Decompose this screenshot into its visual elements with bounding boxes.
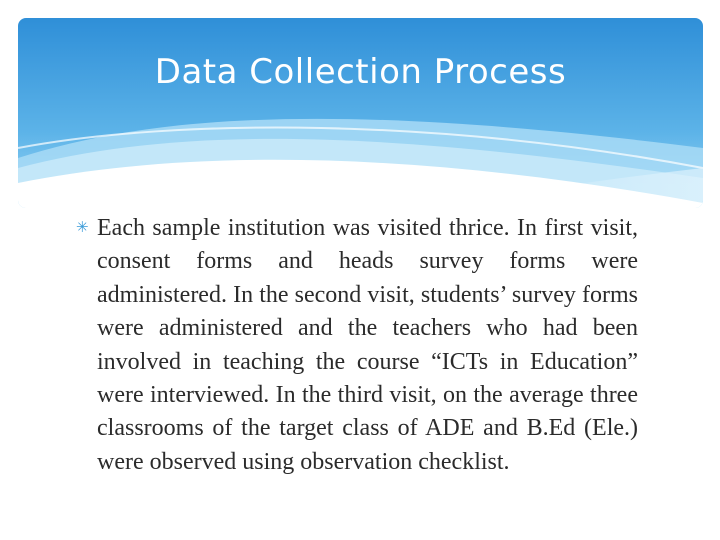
banner-graphic <box>18 18 703 208</box>
bullet-item <box>76 212 638 479</box>
slide-title: Data Collection Process <box>154 52 567 92</box>
slide-body <box>76 212 638 479</box>
asterisk-bullet-icon: ✳ <box>76 220 89 236</box>
bullet-text: Each sample institution was visited thrice. In first visit, consent forms and heads survey forms were administered. In the second visit, students’ survey forms were administered and the teachers who had been involved in teaching the course “ICTs in Education” were interviewed. In the third visit, on the average three classrooms of the target class of ADE and B.Ed (Ele.) were observed using observation checklist. <box>97 215 638 475</box>
title-banner <box>18 18 703 208</box>
